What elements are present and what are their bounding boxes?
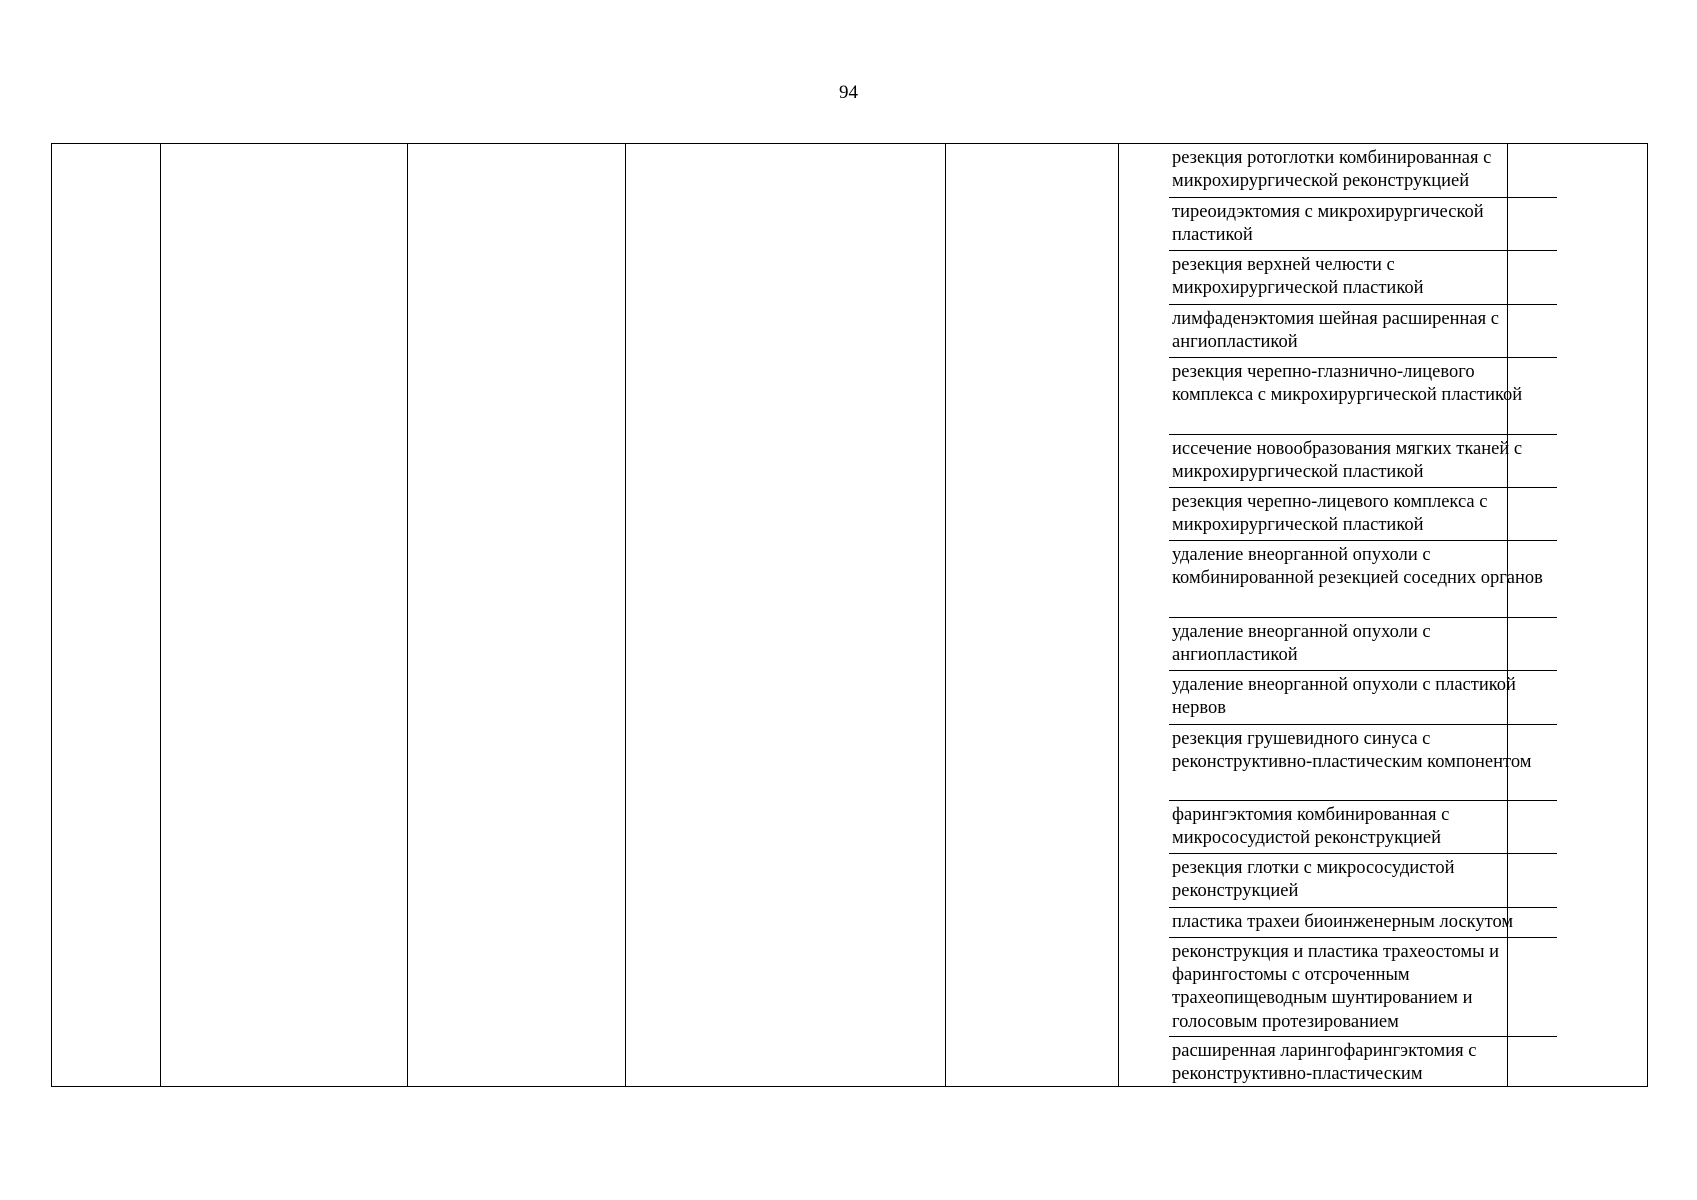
procedure-cell: резекция черепно-лицевого комплекса с микрохирургической пластикой: [1169, 488, 1557, 541]
procedure-cell: лимфаденэктомия шейная расширенная с ангиопластикой: [1169, 305, 1557, 358]
procedure-cell: расширенная ларингофарингэктомия с реконструктивно-пластическим: [1172, 1041, 1477, 1085]
column-divider: [160, 144, 161, 1086]
column-divider: [625, 144, 626, 1086]
procedure-cell: пластика трахеи биоинженерным лоскутом: [1169, 908, 1557, 938]
page-number: 94: [839, 82, 858, 103]
procedure-cell: тиреоидэктомия с микрохирургической пластикой: [1169, 198, 1557, 251]
procedure-cell: резекция глотки с микрососудистой реконструкцией: [1169, 854, 1557, 908]
procedure-cell: удаление внеорганной опухоли с ангиопластикой: [1169, 618, 1557, 671]
procedure-cell: резекция ротоглотки комбинированная с микрохирургической реконструкцией: [1169, 144, 1557, 198]
procedure-cell: иссечение новообразования мягких тканей с микрохирургической пластикой: [1169, 435, 1557, 488]
procedure-cell: резекция черепно-глазнично-лицевого комплекса с микрохирургической пластикой: [1169, 358, 1557, 435]
procedure-cell: резекция верхней челюсти с микрохирургической пластикой: [1169, 251, 1557, 305]
procedures-table: [51, 143, 1648, 1087]
procedure-cell: удаление внеорганной опухоли с комбинированной резекцией соседних органов: [1169, 541, 1557, 618]
procedure-column: [1169, 144, 1557, 1086]
column-divider: [407, 144, 408, 1086]
procedure-cell: резекция грушевидного синуса с реконструктивно-пластическим компонентом: [1169, 725, 1557, 801]
procedure-cell: удаление внеорганной опухоли с пластикой нервов: [1169, 671, 1557, 725]
column-divider: [945, 144, 946, 1086]
column-divider: [1118, 144, 1119, 1086]
procedure-cell: фарингэктомия комбинированная с микрососудистой реконструкцией: [1169, 801, 1557, 854]
procedure-cell: реконструкция и пластика трахеостомы и фарингостомы с отсроченным трахеопищеводным шунтированием и голосовым протезированием: [1169, 938, 1557, 1037]
